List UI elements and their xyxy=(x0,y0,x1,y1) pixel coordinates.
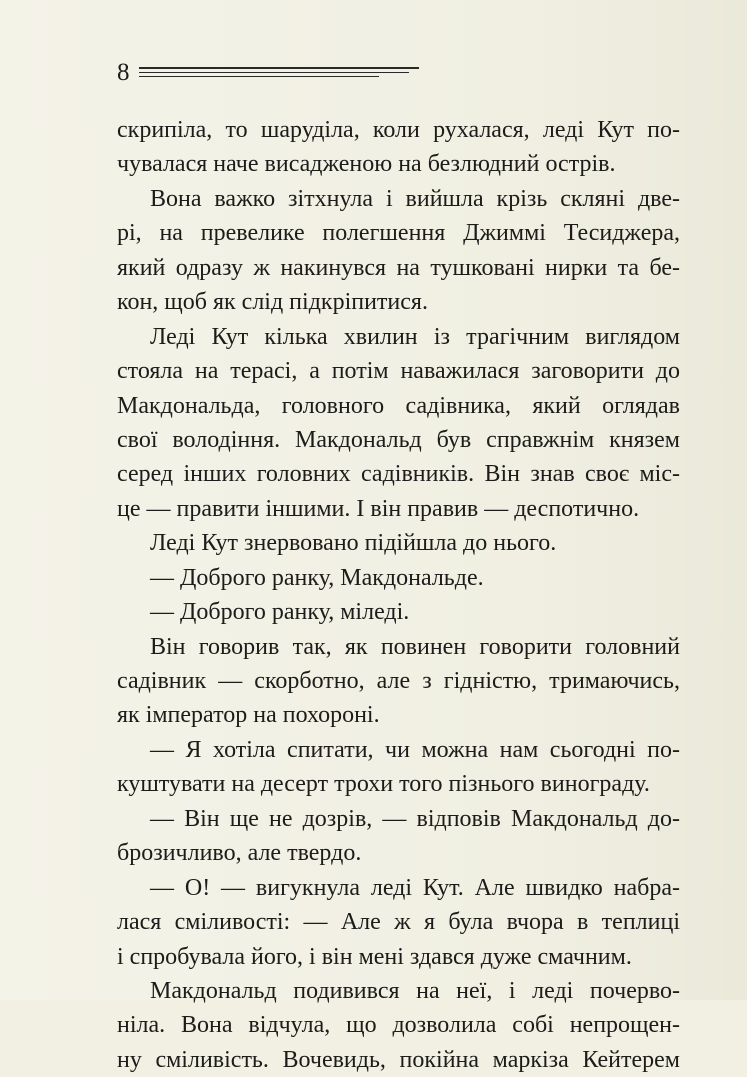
text-line: і спробувала його, і він мені здався дуже смачним. xyxy=(117,943,632,970)
text-line: — О! — вигукнула леді Кут. Але швидко набра- xyxy=(150,874,680,901)
text-line: — Він ще не дозрів, — відповів Макдональд до- xyxy=(150,805,680,832)
text-line: як імператор на похороні. xyxy=(117,702,380,729)
text-line: серед інших головних садівників. Він знав своє міс- xyxy=(117,461,680,488)
text-line: куштувати на десерт трохи того пізнього винограду. xyxy=(117,771,650,798)
text-line: Він говорив так, як повинен говорити головний xyxy=(150,633,680,660)
text-line: Вона важко зітхнула і вийшла крізь скляні две- xyxy=(150,185,680,212)
page-number: 8 xyxy=(117,59,130,86)
header-rule xyxy=(139,67,419,69)
text-line: ну сміливість. Вочевидь, покійна маркіза Кейтерем xyxy=(117,1046,680,1073)
text-line: брозичливо, але твердо. xyxy=(117,840,362,867)
page-header xyxy=(117,58,417,88)
header-rule xyxy=(139,76,379,77)
text-line: садівник — скорботно, але з гідністю, тримаючись, xyxy=(117,668,680,694)
text-line: лася сміливості: — Але ж я була вчора в теплиці xyxy=(117,909,680,936)
text-line: — Доброго ранку, міледі. xyxy=(150,599,410,626)
text-line: який одразу ж накинувся на тушковані нирки та бе- xyxy=(117,254,680,281)
text-line: — Доброго ранку, Макдональде. xyxy=(150,564,484,591)
text-line: свої володіння. Макдональд був справжнім князем xyxy=(117,426,680,453)
text-line: це — правити іншими. І він правив — деспотично. xyxy=(117,495,640,522)
text-line: Леді Кут кілька хвилин із трагічним виглядом xyxy=(150,323,680,350)
text-line: — Я хотіла спитати, чи можна нам сьогодні по- xyxy=(150,736,680,763)
text-line: чувалася наче висадженою на безлюдний острів. xyxy=(117,151,616,178)
text-line: рі, на превелике полегшення Джиммі Тесиджера, xyxy=(117,220,680,247)
text-line: Леді Кут знервовано підійшла до нього. xyxy=(150,530,557,557)
text-line: Макдональд подивився на неї, і леді почерво- xyxy=(150,977,680,1004)
text-line: ніла. Вона відчула, що дозволила собі непрощен- xyxy=(117,1012,680,1039)
header-rule xyxy=(139,72,409,73)
body-text xyxy=(117,113,680,1077)
text-line: Макдональда, головного садівника, який оглядав xyxy=(117,392,680,419)
text-line: кон, щоб як слід підкріпитися. xyxy=(117,289,428,316)
text-line: скрипіла, то шаруділа, коли рухалася, леді Кут по- xyxy=(117,117,680,143)
text-line: стояла на терасі, а потім наважилася заговорити до xyxy=(117,358,680,385)
